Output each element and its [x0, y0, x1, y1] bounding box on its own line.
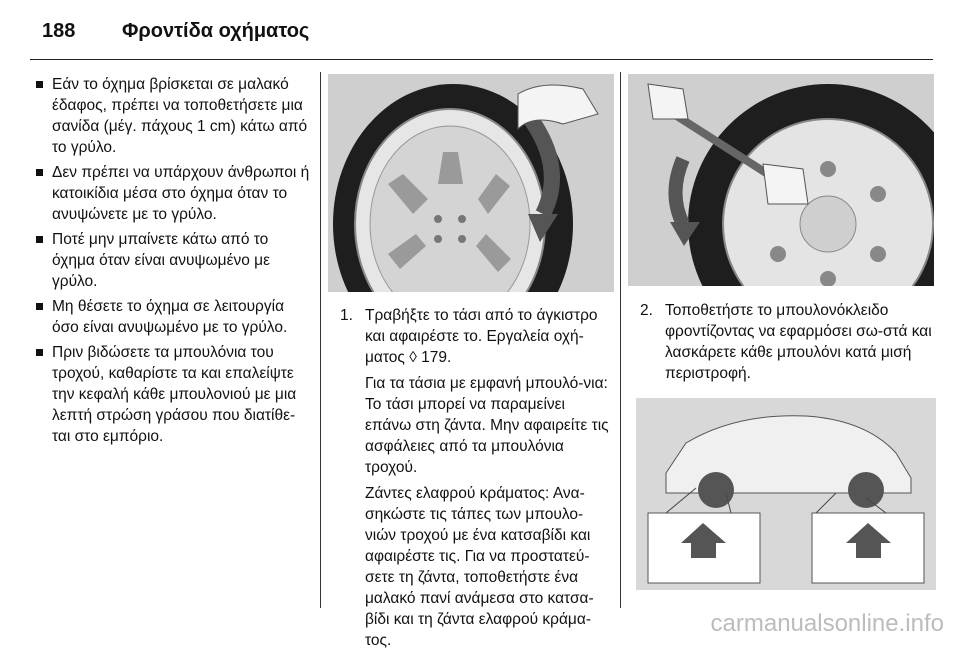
bullet-text: Εάν το όχημα βρίσκεται σε μαλακό έδαφος, πρέπει να τοποθετήσετε μια σανίδα (μέγ. πάχους 1 cm) κάτω από το γρύλο.: [52, 76, 308, 156]
bullet-item: [30, 162, 312, 225]
wheel-wrench-icon: [628, 74, 934, 286]
bullet-item: [30, 342, 312, 447]
step-text: Τραβήξτε το τάσι από το άγκιστρο και αφαιρέστε το. Εργαλεία οχή-ματος ◊ 179.: [365, 307, 598, 366]
bullet-text: Δεν πρέπει να υπάρχουν άνθρωποι ή κατοικίδια μέσα στο όχημα όταν το ανυψώνετε με το γρύλο.: [52, 164, 310, 223]
bullet-square-icon: [36, 303, 43, 310]
page-header: [30, 14, 935, 54]
bullet-square-icon: [36, 169, 43, 176]
bullet-square-icon: [36, 236, 43, 243]
step-item: [340, 305, 610, 368]
step-text: Τοποθετήστε το μπουλονόκλειδο φροντίζοντας να εφαρμόσει σω-στά και λασκάρετε κάθε μπουλόνι κατά μισή περιστροφή.: [665, 302, 932, 382]
wheel-hubcap-icon: [328, 74, 614, 292]
step-2-column: [640, 300, 936, 384]
column-divider: [320, 72, 321, 608]
warnings-column: [30, 74, 312, 451]
step-paragraph: Ζάντες ελαφρού κράματος: Ανα-σηκώστε τις τάπες των μπουλο-νιών τροχού με ένα κατσαβίδι και αφαιρέστε τις. Για να προστατεύ-σετε τη ζάντα, τοποθετήστε ένα μαλακό πανί ανάμεσα στο κατσα-βίδι και τη ζάντα ελαφρού κράμα-τος.: [365, 485, 594, 649]
step-paragraph: Για τα τάσια με εμφανή μπουλό-νια: Το τάσι μπορεί να παραμείνει επάνω στη ζάντα. Μην αφαιρείτε τις ασφάλειες από τα μπουλόνια τροχού.: [365, 375, 609, 476]
page-number: 188: [42, 20, 76, 42]
bullet-square-icon: [36, 349, 43, 356]
step-number: 2.: [640, 302, 653, 319]
wheel-wrench-illustration: [628, 74, 934, 286]
step-1-column: [340, 305, 610, 651]
car-jack-points-icon: [636, 398, 936, 590]
bullet-text: Μη θέσετε το όχημα σε λειτουργία όσο είναι ανυψωμένο με το γρύλο.: [52, 298, 288, 336]
hubcap-removal-illustration: [328, 74, 614, 292]
watermark: carmanualsonline.info: [710, 610, 944, 637]
step-number: 1.: [340, 307, 353, 324]
bullet-item: [30, 74, 312, 158]
step-item: [640, 300, 936, 384]
bullet-item: [30, 229, 312, 292]
bullet-square-icon: [36, 81, 43, 88]
bullet-text: Ποτέ μην μπαίνετε κάτω από το όχημα όταν είναι ανυψωμένο με γρύλο.: [52, 231, 270, 290]
column-divider: [620, 72, 621, 608]
jacking-points-illustration: [636, 398, 936, 590]
bullet-text: Πριν βιδώσετε τα μπουλόνια του τροχού, καθαρίστε τα και επαλείψτε την κεφαλή κάθε μπουλονιού με μια λεπτή στρώση γράσου που διατίθε-ται στο εμπόριο.: [52, 344, 297, 445]
header-divider: [30, 59, 933, 60]
bullet-item: [30, 296, 312, 338]
page-title: Φροντίδα οχήματος: [122, 20, 310, 42]
